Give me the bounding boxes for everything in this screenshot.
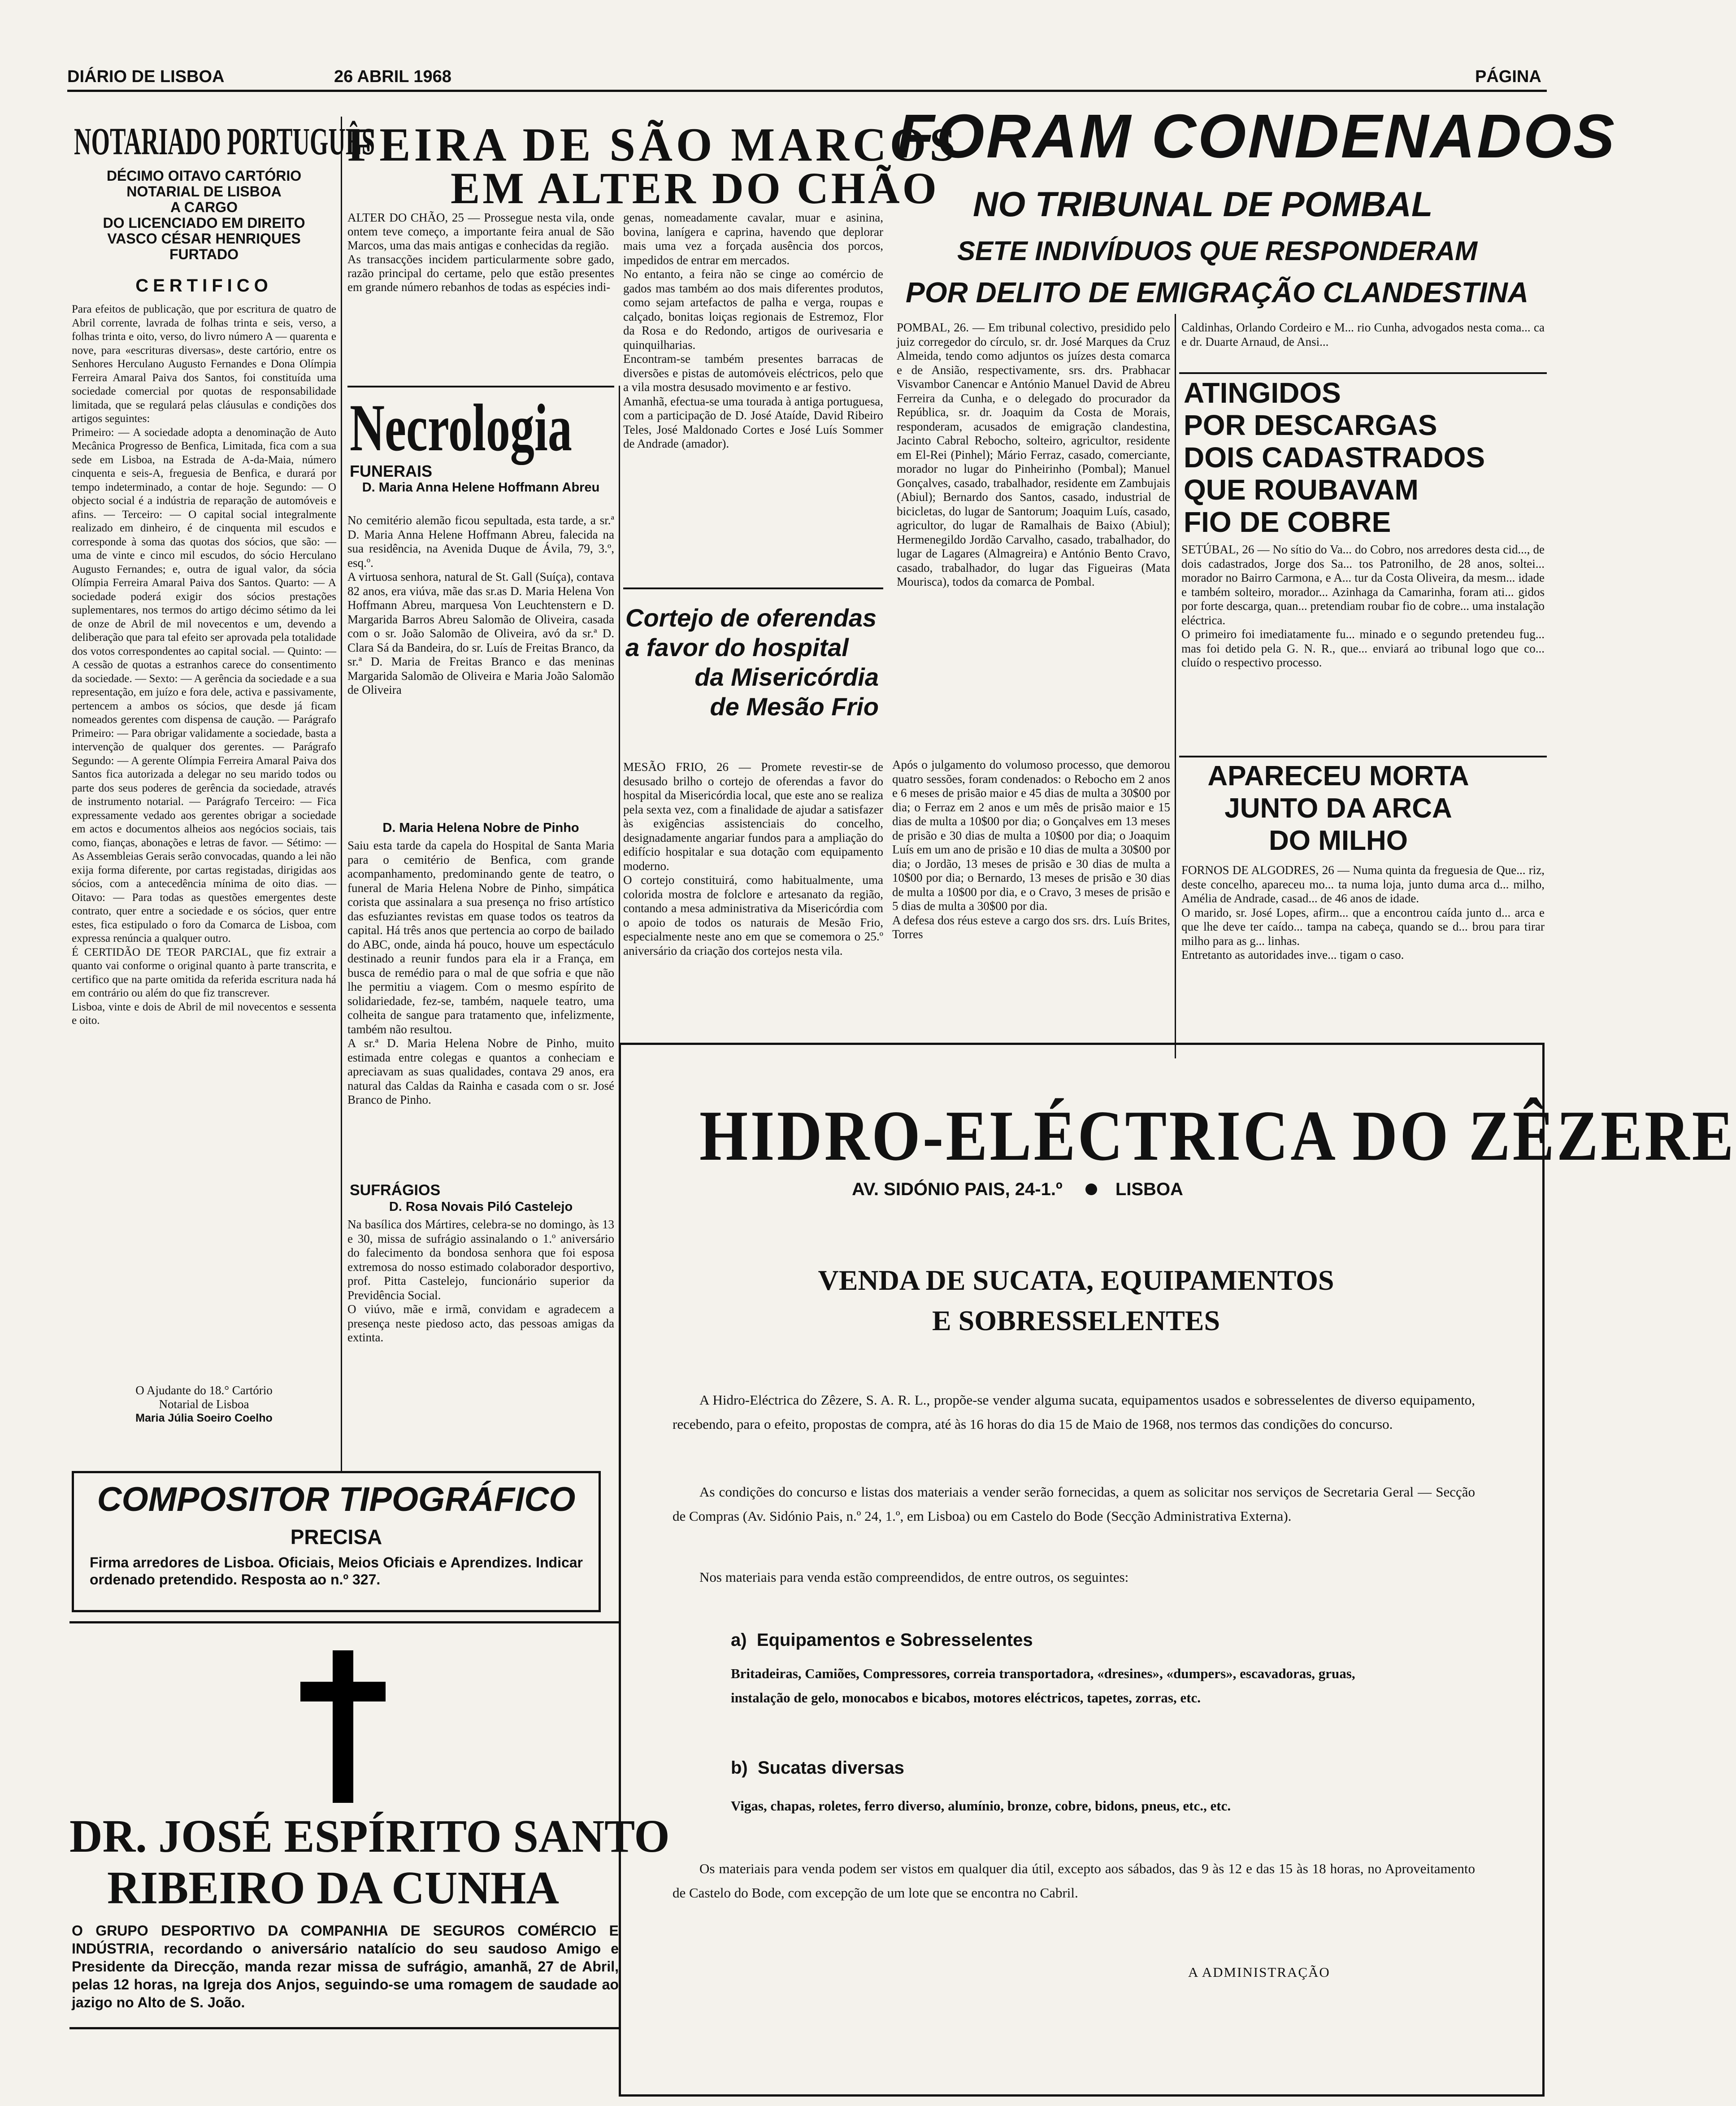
hidro-paragraph-3: Nos materiais para venda estão compreendidos, de entre outros, os seguintes:	[699, 1569, 1129, 1585]
condenados-subtitle-1: NO TRIBUNAL DE POMBAL	[973, 184, 1433, 224]
hidro-address: AV. SIDÓNIO PAIS, 24-1.º LISBOA	[852, 1179, 1183, 1199]
notariado-subtitle: DÉCIMO OITAVO CARTÓRIO NOTARIAL DE LISBOA A CARGO DO LICENCIADO EM DIREITO VASCO CÉSAR HENRIQUES FURTADO	[103, 168, 305, 262]
hidro-title: HIDRO-ELÉCTRICA DO ZÊZERE	[699, 1096, 1736, 1175]
feira-column-2: genas, nomeadamente cavalar, muar e asinina, bovina, lanígera e caprina, havendo que deplorar mais uma vez a forçada ausência dos porcos, impedidos de entrar em mercados. No entanto, a feira não se cinge ao comércio de gados mas também ao dos mais diferentes produtos, como sejam artefactos de palha e verga, roupas e calçado, bonitas loiças regionais de Estremoz, Flor da Rosa e do Redondo, artigos de ourivesaria e quinquilharias. Encontram-se também presentes barracas de diversões e pistas de automóveis eléctricos, pelo que a vila mostra desusado movimento e ar festivo. Amanhã, efectua-se uma tourada à antiga portuguesa, com a participação de D. José Ataíde, David Ribeiro Teles, José Maldonado Cortes e José Luís Sommer de Andrade (amador).	[623, 211, 883, 450]
morta-body: FORNOS DE ALGODRES, 26 — Numa quinta da freguesia de Que... riz, deste concelho, apareceu mo... ta numa loja, junto duma arca d... milho, Amélia de Andrade, casad... de 46 anos de idade. O marido, sr. José Lopes, afirm... que a encontrou caída junto d... arca e que lhe deve ter caído... tampa na cabeça, quando se d... brou para tirar milho para as g... linhas. Entretanto as autoridades inve... tigam o caso.	[1181, 863, 1545, 962]
funerais-heading: FUNERAIS	[350, 462, 433, 480]
obit-text-2: Saiu esta tarde da capela do Hospital de Santa Maria para o cemitério de Benfica, com grande acompanhamento, predominando gente de teatro, o funeral de Maria Helena Nobre de Pinho, simpática corista que assinalara a sua presença no friso artístico das esfuziantes revistas em quase todos os teatros da capital. Há três anos que pertencia ao corpo de bailado do ABC, onde, ainda há pouco, houve um espectáculo destinado a reunir fundos para ela ir a França, em busca de remédio para o mal de que sofria e que não lhe permitiu a viagem. Com o mesmo espírito de solidariedade, fez-se, também, naquele teatro, uma colheita de sangue para tratamento que, infelizmente, também não resultou. A sr.ª D. Maria Helena Nobre de Pinho, muito estimada entre colegas e quantos a conheciam e apreciavam as suas qualidades, contava 29 anos, era natural das Caldas da Rainha e casada com o sr. José Branco de Pinho.	[347, 839, 614, 1106]
condenados-subtitle-3: POR DELITO DE EMIGRAÇÃO CLANDESTINA	[906, 276, 1529, 309]
condenados-column-3: Caldinhas, Orlando Cordeiro e M... rio Cunha, advogados nesta coma... ca e dr. Duarte Arnaud, de Ansi...	[1181, 321, 1545, 348]
obit-text-1: No cemitério alemão ficou sepultada, esta tarde, a sr.ª D. Maria Anna Helene Hoffmann Abreu, falecida na sua residência, na Avenida Duque de Ávila, 79, 3.º, esq.º. A virtuosa senhora, natural de St. Gall (Suíça), contava 82 anos, era viúva, mãe das sr.as D. Maria Helena Von Hoffmann Abreu, marquesa Von Leuchtenstern e D. Margarida Barros Abreu Salomão de Oliveira, casada com o sr. João Salomão de Oliveira, avó da sr.ª D. Clara Sá da Bandeira, do sr. Luís de Freitas Branco, da sr.ª D. Maria de Freitas Branco e das meninas Margarida Salomão de Oliveira e Maria João Salomão de Oliveira	[347, 513, 614, 696]
obit-name-2: D. Maria Helena Nobre de Pinho	[382, 821, 579, 835]
hidro-paragraph-4: Os materiais para venda podem ser vistos em qualquer dia útil, excepto aos sábados, das 9 às 12 e das 15 às 18 horas, no Aproveitamento de Castelo do Bode, com excepção de um lote que se encontra no Cabril.	[673, 1861, 1475, 1901]
cross-icon	[300, 1650, 386, 1803]
header-rule	[67, 90, 1547, 92]
notariado-body: Para efeitos de publicação, que por escritura de quatro de Abril corrente, lavrada de folhas trinta e seis, verso, a folhas trinta e oito, verso, do livro número A — quarenta e nove, para «escrituras diversas», deste cartório, entre os Senhores Herculano Augusto Fernandes e Dona Olímpia Ferreira Amaral Paiva dos Santos, foi constituída uma sociedade comercial por quotas de responsabilidade limitada, que se regulará pelas cláusulas e condições dos artigos seguintes: Primeiro: — A sociedade adopta a denominação de Auto Mecânica Progresso de Benfica, Limitada, fica com a sua sede em Lisboa, na Estrada de A-da-Maia, número cinquenta e seis-A, freguesia de Benfica, e durará por tempo indeterminado, a contar de hoje. Segundo: — O objecto social é a indústria de reparação de automóveis e afins. — Terceiro: — O capital social integralmente realizado em dinheiro, é de cinquenta mil escudos e corresponde à soma das quotas dos sócios, que são: — uma de vinte e cinco mil escudos, do sócio Herculano Augusto Fernandes; e, outra de igual valor, da sócia Olímpia Ferreira Amaral Paiva dos Santos. Quarto: — A sociedade poderá exigir dos sócios prestações suplementares, nos termos do artigo décimo sétimo da lei de onze de Abril de mil novecentos e um, devendo a deliberação que para tal efeito ser aprovada pela totalidade dos votos correspondentes ao capital social. — Quinto: — A cessão de quotas a estranhos carece do consentimento da sociedade. — Sexto: — A gerência da sociedade e a sua representação, em juízo e fora dele, activa e passivamente, pertencem a ambos os sócios, que desde já ficam nomeados gerentes com dispensa de caução. — Parágrafo Primeiro: — Para obrigar validamente a sociedade, basta a intervenção de qualquer dos gerentes. — Parágrafo Segundo: — A gerente Olímpia Ferreira Amaral Paiva dos Santos fica autorizada a delegar no seu marido todos ou parte dos seus poderes de gerência da sociedade, através de instrumento notarial. — Parágrafo Terceiro: — Fica expressamente vedado aos gerentes obrigar a sociedade em actos e documentos alheios aos negócios sociais, tais como, fianças, abonações e letras de favor. — Sétimo: — As Assembleias Gerais serão convocadas, quando a lei não exija forma diferente, por cartas registadas, dirigidas aos sócios, com a antecedência mínima de oito dias. — Oitavo: — Para todas as questões emergentes deste contrato, quer entre a sociedade e os sócios, quer entre estes, fica estipulado o foro da Comarca de Lisboa, com expressa renúncia a qualquer outro. É CERTIDÃO DE TEOR PARCIAL, que fiz extrair a quanto vai conforme o original quanto à parte transcrita, e certifico que na parte omitida da referida escritura nada há em contrário ou além do que fiz transcrever. Lisboa, vinte e dois de Abril de mil novecentos e sessenta e oito.	[72, 303, 336, 1027]
hidro-section-b-text: Vigas, chapas, roletes, ferro diverso, alumínio, bronze, cobre, bidons, pneus, etc., etc.	[731, 1798, 1231, 1814]
morta-title: APARECEU MORTA JUNTO DA ARCA DO MILHO	[1207, 761, 1469, 856]
hidro-signature: A ADMINISTRAÇÃO	[1188, 1964, 1330, 1980]
compositor-precisa: PRECISA	[290, 1525, 382, 1549]
obit-name-1: D. Maria Anna Helene Hoffmann Abreu	[362, 480, 600, 495]
obituary-name-1: DR. JOSÉ ESPÍRITO SANTO	[69, 1810, 670, 1862]
cortejo-title: Cortejo de oferendas a favor do hospital da Misericórdia de Mesão Frio	[625, 604, 879, 721]
page-label: PÁGINA	[1475, 67, 1541, 86]
cortejo-body: MESÃO FRIO, 26 — Promete revestir-se de desusado brilho o cortejo de oferendas a favor do hospital da Misericórdia local, que este ano se realiza pela sexta vez, com a finalidade de ajudar a satisfazer às exigências assistenciais do concelho, designadamente angariar fundos para a ampliação do edifício hospitalar e sua dotação com equipamento moderno. O cortejo constituirá, como habitualmente, uma colorida mostra de folclore e artesanato da região, contando a mesa administrativa da Misericórdia com o apoio de todos os naturais de Mesão Frio, especialmente neste ano em que se comemora o 25.º aniversário da criação dos cortejos nesta vila.	[623, 760, 883, 957]
condenados-subtitle-2: SETE INDIVÍDUOS QUE RESPONDERAM	[957, 236, 1478, 266]
hidro-paragraph-2: As condições do concurso e listas dos materiais a vender serão fornecidas, a quem as solicitar nos serviços de Secretaria Geral — Secção de Compras (Av. Sidónio Pais, n.º 24, 1.º, em Lisboa) ou em Castelo do Bode (Secção Administrativa Externa).	[673, 1484, 1475, 1524]
hidro-paragraph-1: A Hidro-Eléctrica do Zêzere, S. A. R. L., propõe-se vender alguma sucata, equipamentos usados e sobresselentes de diverso equipamento, recebendo, para o efeito, propostas de compra, até às 16 horas do dia 15 de Maio de 1968, nos termos das condições do concurso.	[673, 1392, 1475, 1432]
condenados-title: FORAM CONDENADOS	[897, 102, 1616, 171]
atingidos-title: ATINGIDOS POR DESCARGAS DOIS CADASTRADOS QUE ROUBAVAM FIO DE COBRE	[1184, 377, 1485, 538]
feira-column-1: ALTER DO CHÃO, 25 — Prossegue nesta vila, onde ontem teve começo, a importante feira anual de São Marcos, uma das mais antigas e conhecidas da região. As transacções incidem particularmente sobre gado, razão principal do certame, pelo que estão presentes em grande número rebanhos de todas as espécies indi-	[347, 211, 614, 294]
feira-title-line1: FEIRA DE SÃO MARCOS	[347, 118, 959, 171]
column-divider	[341, 117, 342, 1471]
compositor-title: COMPOSITOR TIPOGRÁFICO	[97, 1480, 576, 1519]
obit-text-3: Na basílica dos Mártires, celebra-se no domingo, às 13 e 30, missa de sufrágio assinalando o 1.º aniversário do falecimento da bondosa senhora que foi esposa extremosa do nosso estimado colaborador desportivo, prof. Pitta Castelejo, funcionário superior da Previdência Social. O viúvo, mãe e irmã, convidam e agradecem a presença neste piedoso acto, das pessoas amigas da extinta.	[347, 1218, 614, 1344]
obituary-text: O GRUPO DESPORTIVO DA COMPANHIA DE SEGUROS COMÉRCIO E INDÚSTRIA, recordando o aniversário natalício do seu saudoso Amigo e Presidente da Direcção, manda rezar missa de sufrágio, amanhã, 27 de Abril, pelas 12 horas, na Igreja dos Anjos, seguindo-se uma romagem de saudade ao jazigo no Alto de S. João.	[72, 1923, 619, 2010]
issue-date: 26 ABRIL 1968	[334, 67, 451, 86]
hidro-section-a-heading: a) Equipamentos e Sobresselentes	[731, 1630, 1033, 1650]
hidro-venda-heading: VENDA DE SUCATA, EQUIPAMENTOS E SOBRESSELENTES	[818, 1264, 1334, 1336]
certifico-heading: CERTIFICO	[135, 276, 273, 296]
notariado-signature: O Ajudante do 18.° Cartório Notarial de Lisboa Maria Júlia Soeiro Coelho	[135, 1384, 273, 1424]
obituary-name-2: RIBEIRO DA CUNHA	[107, 1862, 559, 1914]
condenados-column-2: Após o julgamento do volumoso processo, que demorou quatro sessões, foram condenados: o Rebocho em 2 anos e 6 meses de prisão maior e 45 dias de multa a 30$00 por dia; o Ferraz em 2 anos e um mês de prisão maior e 15 dias de multa a 10$00 por dia; o Gonçalves em 13 meses de prisão e 30 dias de multa a 10$00 por dia; o Joaquim Luís em um ano de prisão e 10 dias de multa a 30$00 por dia; o Jordão, 13 meses de prisão e 30 dias de multa a 10$00 por dia; o Bernardo, 13 meses de prisão e 30 dias de multa a 10$00 por dia, e o Cravo, 3 meses de prisão e 5 dias de multa a 30$00 por dia. A defesa dos réus esteve a cargo dos srs. drs. Luís Brites, Torres	[892, 758, 1170, 1034]
condenados-column-1: POMBAL, 26. — Em tribunal colectivo, presidido pelo juiz corregedor do círculo, sr. dr. José Marques da Cruz Almeida, tendo como adjuntos os juízes desta comarca e de Ansião, respectivamente, srs. drs. Prabhacar Visvambor Canencar e António Manuel David de Abreu Ferreira da Cunha, e o delegado do procurador da República, sr. dr. Joaquim da Costa de Morais, responderam, acusados de emigração clandestina, Jacinto Cabral Rebocho, solteiro, agricultor, residente em El-Rei (Pinhel); Mário Ferraz, casado, comerciante, morador no lugar do Pinheirinho (Pombal); Manuel Gonçalves, casado, trabalhador, residente em Zambujais (Abiul); Bernardo dos Santos, casado, industrial de bicicletas, do lugar de Santorum; Joaquim Luís, casado, agricultor, do lugar de Ramalhais de Baixo (Abiul); Hermenegildo Jordão Carvalho, casado, trabalhador, do lugar de Lagares (Almagreira) e António Bento Cravo, casado, trabalhador, do lugar das Figueiras (Mata Mourisca), todos da comarca de Pombal.	[897, 321, 1170, 588]
notariado-title: NOTARIADO PORTUGUÊS	[74, 120, 375, 163]
bullet-icon	[1085, 1184, 1097, 1195]
sufragios-heading: SUFRÁGIOS	[350, 1182, 441, 1199]
atingidos-body: SETÚBAL, 26 — No sítio do Va... do Cobro, nos arredores desta cid..., de dois cadastrados, Jorge dos Sa... tos Patronilho, de 28 anos, soltei... morador no Bairro Carmona, e A... tur da Costa Oliveira, da mesm... idade e também solteiro, morador... Azinhaga da Camarinha, foram ati... gidos por forte descarga, quan... pretendiam roubar fio de cobre... uma instalação eléctrica. O primeiro foi imediatamente fu... minado e o segundo pretendeu fug... mas foi detido pela G. N. R., que... enviará ao tribunal logo que co... cluído o respectivo processo.	[1181, 543, 1545, 669]
necrologia-title: Necrologia	[350, 391, 572, 465]
paper-name: DIÁRIO DE LISBOA	[67, 67, 225, 86]
hidro-section-a-text: Britadeiras, Camiões, Compressores, correia transportadora, «dresines», «dumpers», escavadoras, gruas, instalação de gelo, monocabos e bicabos, motores eléctricos, tapetes, zorras, etc.	[731, 1666, 1355, 1706]
compositor-text: Firma arredores de Lisboa. Oficiais, Meios Oficiais e Aprendizes. Indicar ordenado pretendido. Resposta ao n.º 327.	[90, 1554, 583, 1588]
obit-name-3: D. Rosa Novais Piló Castelejo	[389, 1200, 573, 1214]
feira-title-line2: EM ALTER DO CHÃO	[451, 163, 939, 213]
hidro-section-b-heading: b) Sucatas diversas	[731, 1758, 904, 1778]
column-divider	[1175, 314, 1176, 1058]
